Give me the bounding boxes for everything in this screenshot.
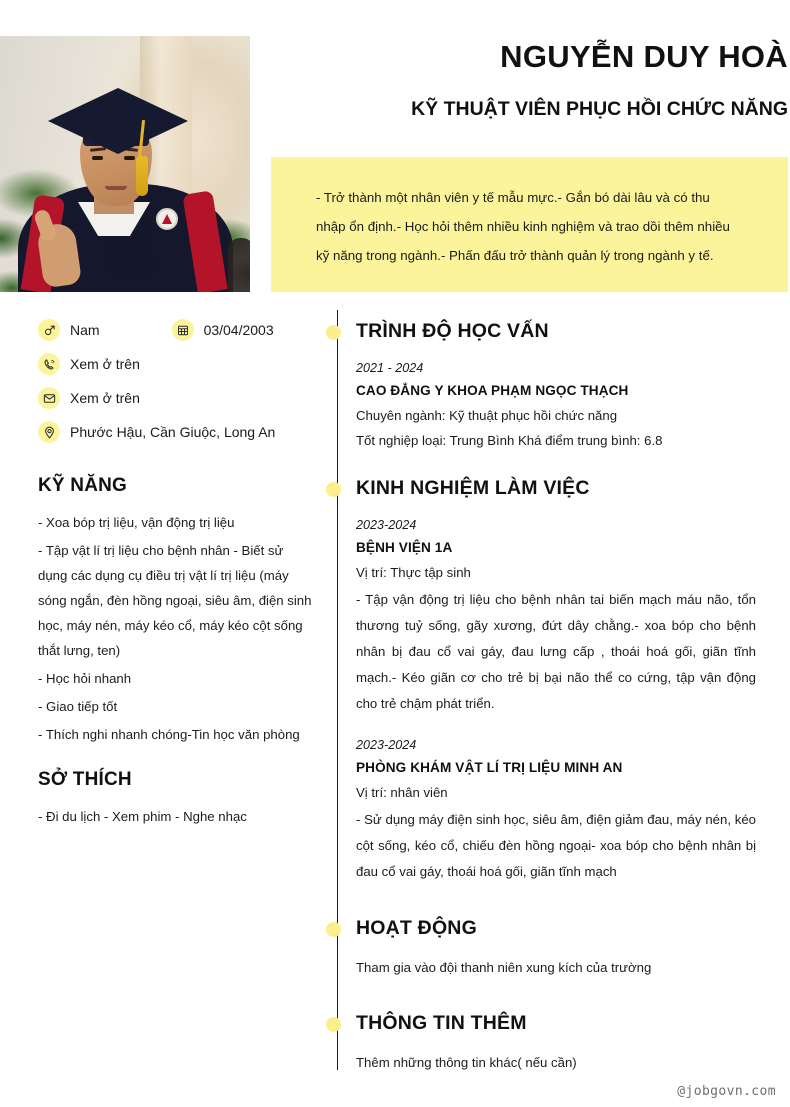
additional-info-heading: THÔNG TIN THÊM	[356, 1012, 527, 1034]
timeline-dot-icon	[326, 922, 341, 937]
education-entry-result: Tốt nghiệp loại: Trung Bình Khá điểm trung bình: 6.8	[356, 433, 663, 448]
experience-entry-position: Vị trí: nhân viên	[356, 785, 448, 800]
education-entry-date: 2021 - 2024	[356, 361, 424, 375]
career-objective-text: - Trở thành một nhân viên y tế mẫu mực.- Gắn bó dài lâu và có thu nhập ổn định.- Học hỏi thêm nhiều kinh nghiệm và trao dồi thêm nhiều kỹ năng trong ngành.- Phấn đấu trở thành quản lý trong ngành y tế.	[316, 190, 730, 263]
section-education	[356, 318, 756, 453]
skills-item: - Tập vật lí trị liệu cho bệnh nhân - Biết sử dụng các dụng cụ điều trị vật lí trị liệu (máy sóng ngắn, đèn hồng ngoại, siêu âm, điện sinh học, máy nén, máy kéo cổ, máy kéo cột sống thắt lưng, ten)	[38, 543, 312, 658]
education-entry	[356, 358, 756, 453]
experience-entry-date: 2023-2024	[356, 738, 417, 752]
hobbies-item: - Đi du lịch - Xem phim - Nghe nhạc	[38, 809, 247, 824]
candidate-name: NGUYỄN DUY HOÀ	[500, 39, 788, 74]
photo-tassel	[136, 156, 148, 196]
contact-email-value: Xem ở trên	[70, 390, 140, 406]
envelope-icon	[38, 387, 60, 409]
contact-row-email	[38, 386, 313, 410]
skills-item: - Xoa bóp trị liệu, vận động trị liệu	[38, 515, 235, 530]
career-objective-box	[271, 157, 788, 292]
watermark: @jobgovn.com	[677, 1084, 776, 1099]
candidate-job-title: KỸ THUẬT VIÊN PHỤC HỒI CHỨC NĂNG	[411, 98, 788, 120]
photo-eye-left	[92, 156, 103, 160]
experience-entry-description: - Sử dụng máy điện sinh học, siêu âm, điện giảm đau, máy nén, kéo cột sống, kéo cổ, chiếu đèn hồng ngoại- xoa bóp cho bệnh nhân bị đau cổ vai gáy, thoái hoá gối, giãn tĩnh mạch	[356, 812, 756, 879]
contact-row-gender	[38, 318, 313, 342]
timeline-dot-icon	[326, 325, 341, 340]
skills-item: - Thích nghi nhanh chóng-Tin học văn phòng	[38, 727, 300, 742]
skills-item: - Học hỏi nhanh	[38, 671, 132, 686]
contact-phone-value: Xem ở trên	[70, 356, 140, 372]
experience-entry-description: - Tập vận động trị liệu cho bệnh nhân tai biến mạch máu não, tổn thương tuỷ sống, gãy xương, đứt dây chằng.- xoa bóp cho bệnh nhân bị đau cổ vai gáy, đau lưng cấp , thoái hoá gối, giãn tĩnh mạch.- Kéo giãn cơ cho trẻ bị bại não thể co cứng, tập vận động cho trẻ chậm phát triển.	[356, 592, 756, 711]
experience-entry-position: Vị trí: Thực tập sinh	[356, 565, 471, 580]
section-additional-info	[356, 1010, 756, 1075]
timeline-vertical-line	[337, 310, 338, 1070]
experience-entry-date: 2023-2024	[356, 518, 417, 532]
contact-row-phone	[38, 352, 313, 376]
timeline-dot-icon	[326, 1017, 341, 1032]
profile-photo	[0, 36, 250, 292]
section-experience	[356, 475, 756, 885]
contact-dob-value: 03/04/2003	[203, 322, 274, 338]
contact-address-value: Phước Hậu, Cần Giuộc, Long An	[70, 424, 276, 440]
skills-item: - Giao tiếp tốt	[38, 699, 118, 714]
contact-row-address	[38, 420, 313, 444]
photo-eye-right	[124, 156, 135, 160]
photo-badge	[156, 208, 178, 230]
photo-mouth	[105, 186, 127, 190]
education-heading: TRÌNH ĐỘ HỌC VẤN	[356, 320, 549, 342]
phone-icon	[38, 353, 60, 375]
section-activities	[356, 915, 756, 980]
education-entry-major: Chuyên ngành: Kỹ thuật phục hồi chức năng	[356, 408, 618, 423]
education-entry-school: CAO ĐẲNG Y KHOA PHẠM NGỌC THẠCH	[356, 383, 629, 398]
contact-info-group	[38, 318, 313, 453]
additional-info-body: Thêm những thông tin khác( nếu cần)	[356, 1055, 577, 1070]
skills-heading: KỸ NĂNG	[38, 475, 128, 496]
sidebar	[38, 318, 313, 832]
calendar-icon	[172, 319, 194, 341]
experience-entry	[356, 735, 756, 885]
photo-bystander	[228, 238, 250, 292]
gender-icon	[38, 319, 60, 341]
contact-dob-group	[172, 319, 274, 341]
timeline-dot-icon	[326, 482, 341, 497]
hobbies-heading: SỞ THÍCH	[38, 769, 132, 790]
experience-entry-company: BỆNH VIỆN 1A	[356, 540, 453, 555]
location-pin-icon	[38, 421, 60, 443]
main-content	[356, 318, 756, 1079]
contact-gender-value: Nam	[70, 322, 100, 338]
experience-entry	[356, 515, 756, 717]
experience-entry-company: PHÒNG KHÁM VẬT LÍ TRỊ LIỆU MINH AN	[356, 760, 623, 775]
experience-heading: KINH NGHIỆM LÀM VIỆC	[356, 477, 590, 499]
activities-body: Tham gia vào đội thanh niên xung kích của trường	[356, 960, 652, 975]
activities-heading: HOẠT ĐỘNG	[356, 917, 477, 939]
